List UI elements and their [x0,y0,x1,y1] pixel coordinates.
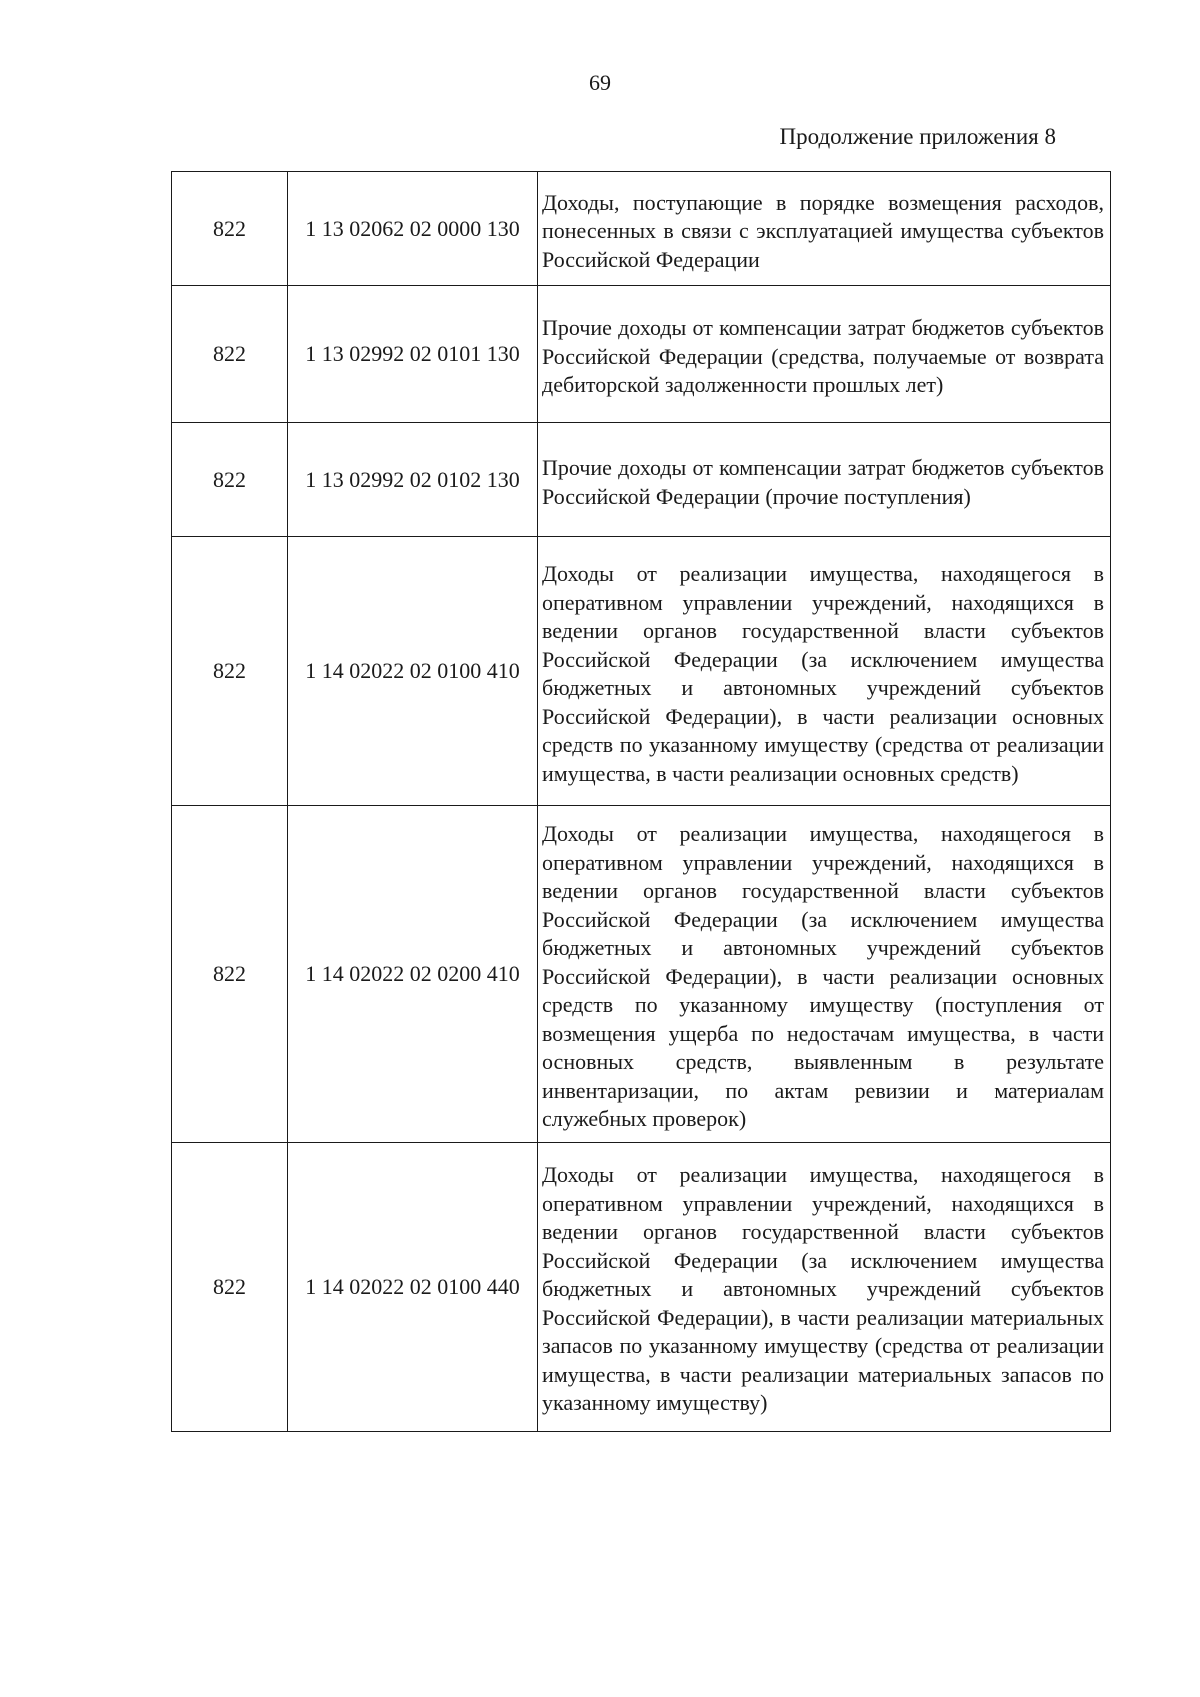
admin-code-cell: 822 [172,423,288,537]
budget-classification-code-cell: 1 13 02062 02 0000 130 [288,172,538,286]
admin-code-cell: 822 [172,286,288,423]
revenue-description-cell: Прочие доходы от компенсации затрат бюджетов субъектов Российской Федерации (прочие поступления) [538,423,1111,537]
revenue-description-cell: Доходы от реализации имущества, находящегося в оперативном управлении учреждений, находящихся в ведении органов государственной власти субъектов Российской Федерации (за исключением имущества бюджетных и автономных учреждений субъектов Российской Федерации), в части реализации основных средств по указанному имуществу (поступления от возмещения ущерба по недостачам имущества, в части основных средств, выявленным в результате инвентаризации, по актам ревизии и материалам служебных проверок) [538,806,1111,1143]
table-row [172,172,1111,286]
revenue-description-cell: Доходы от реализации имущества, находящегося в оперативном управлении учреждений, находящихся в ведении органов государственной власти субъектов Российской Федерации (за исключением имущества бюджетных и автономных учреждений субъектов Российской Федерации), в части реализации материальных запасов по указанному имуществу (средства от реализации имущества, в части реализации материальных запасов по указанному имуществу) [538,1142,1111,1431]
budget-classification-code-cell: 1 14 02022 02 0100 410 [288,537,538,806]
revenue-description-cell: Прочие доходы от компенсации затрат бюджетов субъектов Российской Федерации (средства, получаемые от возврата дебиторской задолженности прошлых лет) [538,286,1111,423]
revenue-description-cell: Доходы, поступающие в порядке возмещения расходов, понесенных в связи с эксплуатацией имущества субъектов Российской Федерации [538,172,1111,286]
budget-classification-code-cell: 1 13 02992 02 0102 130 [288,423,538,537]
table-row [172,423,1111,537]
revenue-codes-table [171,171,1111,1432]
table-row [172,537,1111,806]
page-number: 69 [589,70,611,95]
appendix-continuation-title: Продолжение приложения 8 [779,124,1056,149]
admin-code-cell: 822 [172,806,288,1143]
budget-classification-code-cell: 1 14 02022 02 0100 440 [288,1142,538,1431]
admin-code-cell: 822 [172,1142,288,1431]
table-row [172,286,1111,423]
table-row [172,806,1111,1143]
admin-code-cell: 822 [172,537,288,806]
admin-code-cell: 822 [172,172,288,286]
budget-classification-code-cell: 1 14 02022 02 0200 410 [288,806,538,1143]
revenue-description-cell: Доходы от реализации имущества, находящегося в оперативном управлении учреждений, находящихся в ведении органов государственной власти субъектов Российской Федерации (за исключением имущества бюджетных и автономных учреждений субъектов Российской Федерации), в части реализации основных средств по указанному имуществу (средства от реализации имущества, в части реализации основных средств) [538,537,1111,806]
table-row [172,1142,1111,1431]
budget-classification-code-cell: 1 13 02992 02 0101 130 [288,286,538,423]
